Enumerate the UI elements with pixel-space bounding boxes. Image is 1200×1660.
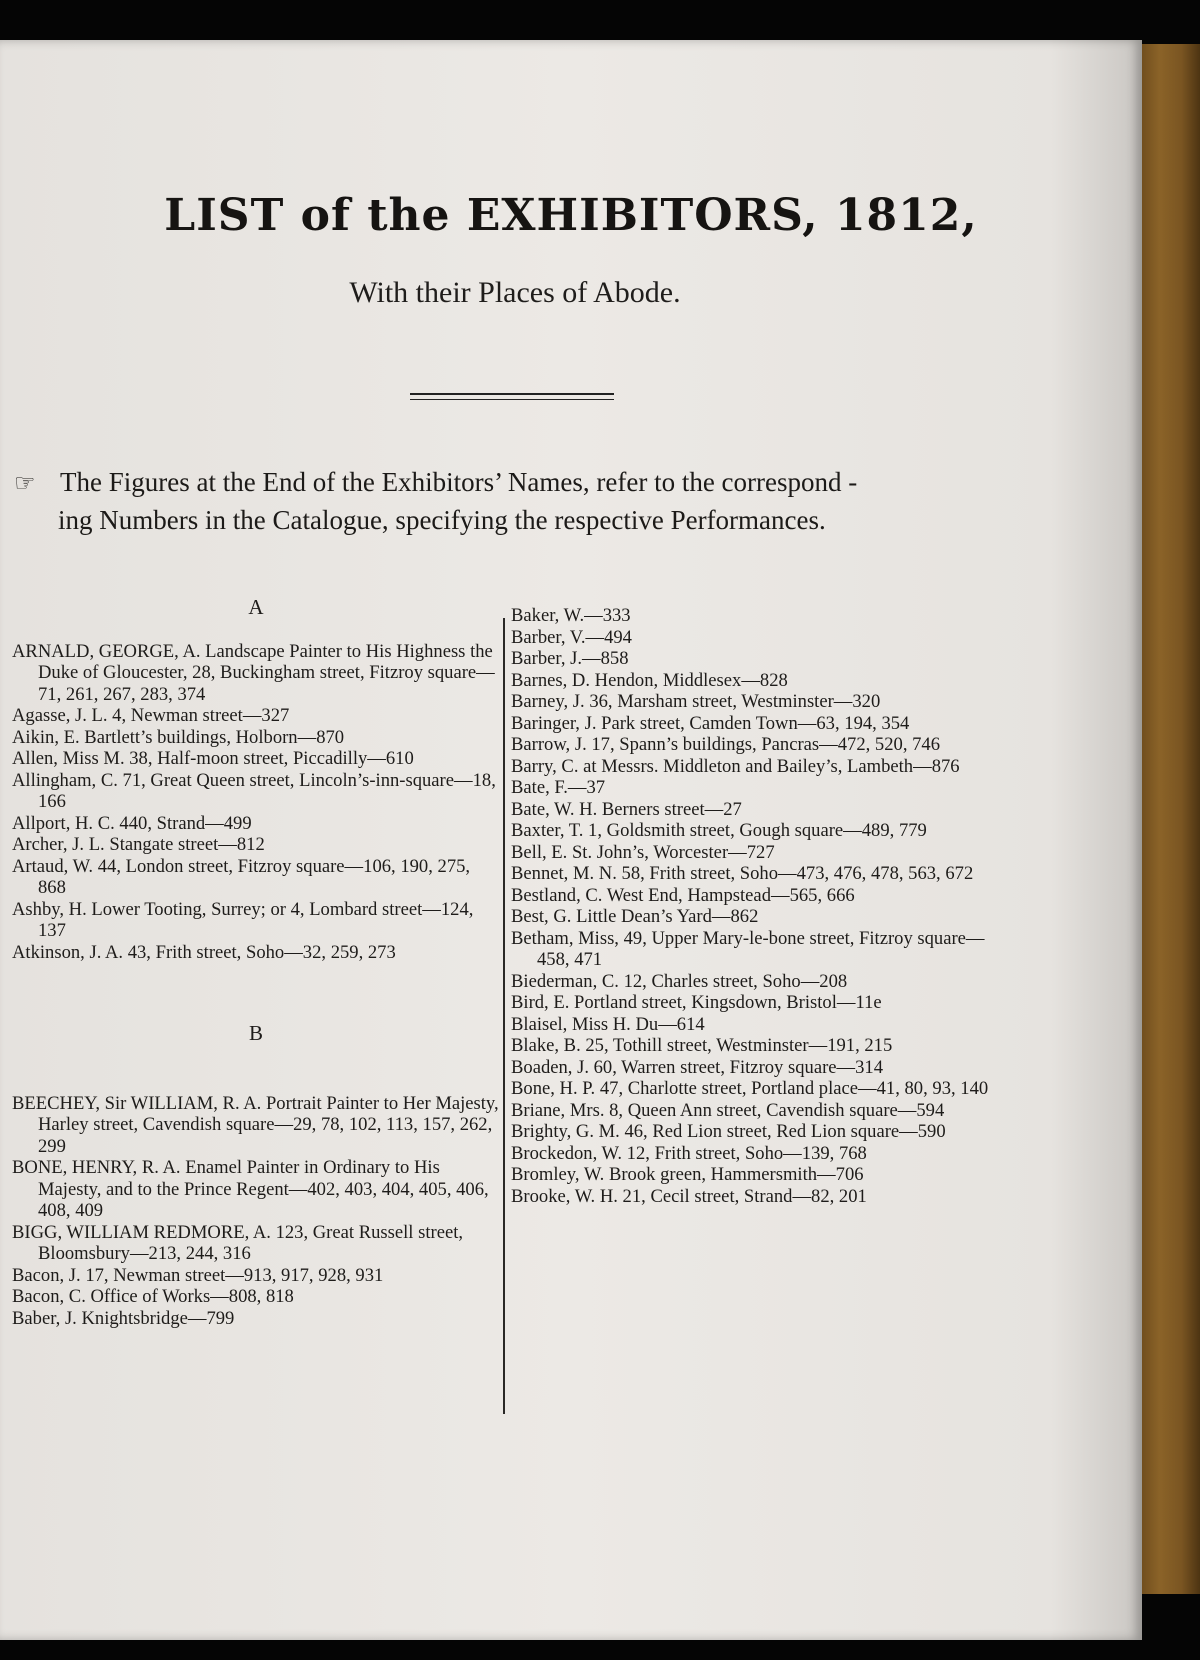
page-subtitle: With their Places of Abode. xyxy=(349,276,681,309)
instruction-note xyxy=(14,464,1019,538)
right-column xyxy=(511,605,1011,1207)
list-item: Best, G. Little Dean’s Yard—862 xyxy=(511,906,759,927)
list-item: Allingham, C. 71, Great Queen street, Lincoln’s-inn-square—18, 166 xyxy=(12,769,496,812)
list-item: Barnes, D. Hendon, Middlesex—828 xyxy=(511,669,788,691)
list-item: Aikin, E. Bartlett’s buildings, Holborn—870 xyxy=(12,726,345,748)
list-item: Baringer, J. Park street, Camden Town—63, 194, 354 xyxy=(511,712,910,734)
list-item: Atkinson, J. A. 43, Frith street, Soho—32, 259, 273 xyxy=(12,941,396,963)
left-column xyxy=(12,597,500,1329)
list-item: BONE, HENRY, R. A. Enamel Painter in Ordinary to His Majesty, and to the Prince Regent—402, 403, 404, 405, 406, 408, 409 xyxy=(12,1157,489,1221)
list-item: Artaud, W. 44, London street, Fitzroy square—106, 190, 275, 868 xyxy=(12,855,471,898)
list-item: Bacon, J. 17, Newman street—913, 917, 928, 931 xyxy=(12,1264,384,1286)
list-item: Bone, H. P. 47, Charlotte street, Portland place—41, 80, 93, 140 xyxy=(511,1078,989,1099)
list-item: Betham, Miss, 49, Upper Mary-le-bone street, Fitzroy square—458, 471 xyxy=(511,927,985,970)
list-item: Ashby, H. Lower Tooting, Surrey; or 4, Lombard street—124, 137 xyxy=(12,898,474,941)
page-title: LIST of the EXHIBITORS, 1812, xyxy=(164,190,978,241)
list-item: Agasse, J. L. 4, Newman street—327 xyxy=(12,705,290,726)
list-item: Barber, J.—858 xyxy=(511,648,629,669)
list-item: Archer, J. L. Stangate street—812 xyxy=(12,834,265,855)
list-item: Allen, Miss M. 38, Half-moon street, Piccadilly—610 xyxy=(12,748,414,769)
list-item: Brooke, W. H. 21, Cecil street, Strand—82, 201 xyxy=(511,1185,867,1207)
list-item: Bird, E. Portland street, Kingsdown, Bristol—11e xyxy=(511,992,882,1013)
list-item: Barry, C. at Messrs. Middleton and Bailey’s, Lambeth—876 xyxy=(511,755,960,777)
section-letter-b: B xyxy=(248,1021,263,1045)
list-item: Baxter, T. 1, Goldsmith street, Gough square—489, 779 xyxy=(511,820,927,841)
list-item: Allport, H. C. 440, Strand—499 xyxy=(12,812,252,834)
list-item: Barney, J. 36, Marsham street, Westminster—320 xyxy=(511,691,881,712)
note-line-2: ing Numbers in the Catalogue, specifying the respective Performances. xyxy=(58,505,826,535)
list-item: Blaisel, Miss H. Du—614 xyxy=(511,1013,705,1035)
document-page xyxy=(0,40,1142,1640)
list-item: Biederman, C. 12, Charles street, Soho—208 xyxy=(511,970,848,992)
title-rule-thin xyxy=(410,399,614,400)
list-item: Bacon, C. Office of Works—808, 818 xyxy=(12,1286,294,1307)
list-item: Baker, W.—333 xyxy=(511,605,631,626)
list-item: Brockedon, W. 12, Frith street, Soho—139, 768 xyxy=(511,1142,867,1164)
list-item: Barrow, J. 17, Spann’s buildings, Pancras—472, 520, 746 xyxy=(511,734,941,755)
list-item: Bate, F.—37 xyxy=(511,777,606,798)
list-item: Bate, W. H. Berners street—27 xyxy=(511,798,742,820)
list-item: Bennet, M. N. 58, Frith street, Soho—473, 476, 478, 563, 672 xyxy=(511,863,974,884)
list-item: BEECHEY, Sir WILLIAM, R. A. Portrait Painter to Her Majesty, Harley street, Cavendish square—29, 78, 102, 113, 157, 262, 299 xyxy=(12,1092,499,1157)
section-letter-a: A xyxy=(248,595,264,619)
list-item: Briane, Mrs. 8, Queen Ann street, Cavendish square—594 xyxy=(511,1099,945,1121)
list-item: Barber, V.—494 xyxy=(511,626,632,648)
list-item: Bestland, C. West End, Hampstead—565, 666 xyxy=(511,884,855,906)
note-line-1: The Figures at the End of the Exhibitors’ Names, refer to the correspond - xyxy=(60,467,858,497)
section-b-entries xyxy=(12,1093,500,1330)
section-a-entries xyxy=(12,641,500,964)
list-item: Blake, B. 25, Tothill street, Westminster—191, 215 xyxy=(511,1035,893,1056)
list-item: Boaden, J. 60, Warren street, Fitzroy square—314 xyxy=(511,1056,884,1078)
list-item: Brighty, G. M. 46, Red Lion street, Red Lion square—590 xyxy=(511,1121,946,1142)
list-item: Baber, J. Knightsbridge—799 xyxy=(12,1307,235,1329)
book-spine xyxy=(1138,44,1200,1594)
list-item: BIGG, WILLIAM REDMORE, A. 123, Great Russell street, Bloomsbury—213, 244, 316 xyxy=(12,1221,464,1264)
list-item: Bromley, W. Brook green, Hammersmith—706 xyxy=(511,1164,864,1185)
pointing-hand-icon: ☞ xyxy=(14,471,36,497)
list-item: Bell, E. St. John’s, Worcester—727 xyxy=(511,841,775,863)
list-item: ARNALD, GEORGE, A. Landscape Painter to His Highness the Duke of Gloucester, 28, Buckingham street, Fitzroy square—71, 261, 267, 283, 374 xyxy=(12,640,495,705)
title-rule-thick xyxy=(410,393,614,395)
column-divider xyxy=(503,618,505,1414)
